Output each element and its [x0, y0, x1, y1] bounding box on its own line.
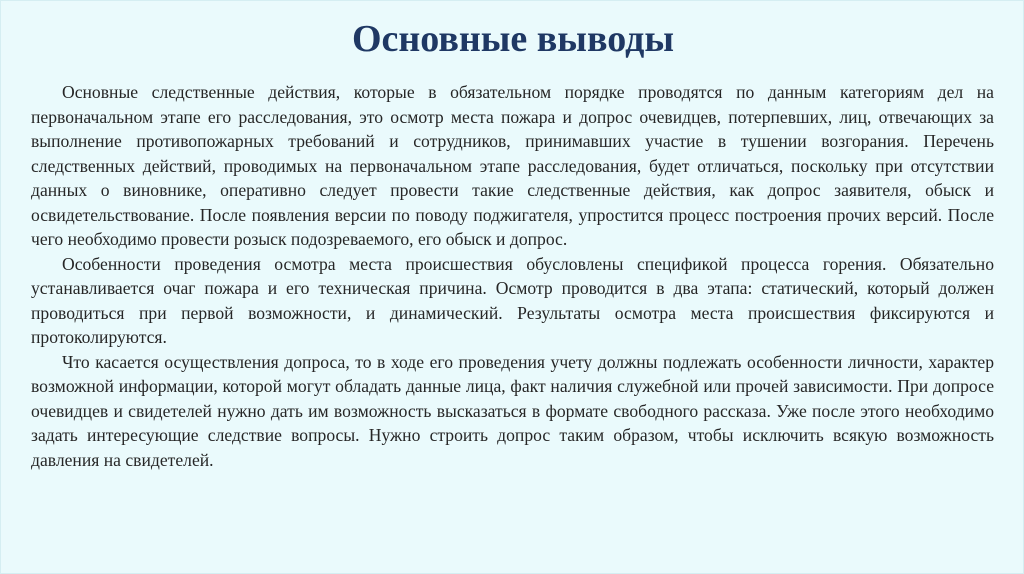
- slide-body: [31, 80, 994, 472]
- paragraph-interrogation: Что касается осуществления допроса, то в ходе его проведения учету должны подлежать особенности личности, характер возможной информации, которой могут обладать данные лица, факт наличия служебной или прочей зависимости. При допросе очевидцев и свидетелей нужно дать им возможность высказаться в формате свободного рассказа. Уже после этого необходимо задать интересующие следствие вопросы. Нужно строить допрос таким образом, чтобы исключить всякую возможность давления на свидетелей.: [31, 351, 994, 470]
- paragraph-scene-inspection: Особенности проведения осмотра места происшествия обусловлены спецификой процесса горения. Обязательно устанавливается очаг пожара и его техническая причина. Осмотр проводится в два этапа: статический, который должен проводиться при первой возможности, и динамический. Результаты осмотра места происшествия фиксируются и протоколируются.: [31, 253, 994, 347]
- slide-title: Основные выводы: [351, 18, 675, 60]
- paragraph-investigative-actions: Основные следственные действия, которые в обязательном порядке проводятся по данным категориям дел на первоначальном этапе его расследования, это осмотр места пожара и допрос очевидцев, потерпевших, лиц, отвечающих за выполнение противопожарных требований и сотрудников, принимавших участие в тушении возгорания. Перечень следственных действий, проводимых на первоначальном этапе расследования, будет отличаться, поскольку при отсутствии данных о виновнике, оперативно следует провести такие следственные действия, как допрос заявителя, обыск и освидетельствование. После появления версии по поводу поджигателя, упростится процесс построения прочих версий. После чего необходимо провести розыск подозреваемого, его обыск и допрос.: [31, 82, 994, 249]
